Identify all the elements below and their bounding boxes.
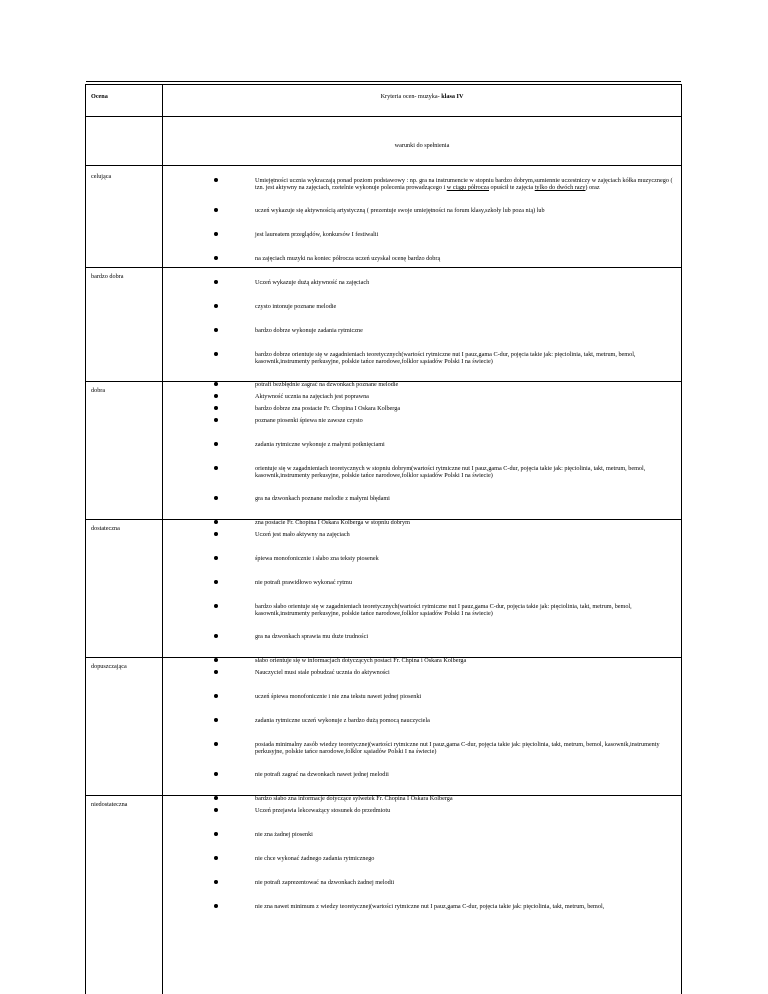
list-item: Nauczyciel musi stale pobudzać ucznia do aktywności xyxy=(163,669,673,693)
grade-label-niedostateczna: niedostateczna xyxy=(91,801,128,808)
bullet-icon xyxy=(214,532,218,536)
list-item: nie potrafi zaprezentować na dzwonkach żadnej melodii xyxy=(163,879,673,903)
list-item: Umiejętności ucznia wykraczają ponad poziom podstawowy : np. gra na instrumencie w stopniu bardzo dobrym,sumiennie uczestniczy w zajęciach kółka muzycznego ( tzn. jest aktywny na zajęciach, rzetelnie wykonuje polecenia prowadzącego i w ciągu półrocza opuścił te zajęcia tylko do dwóch razy) oraz xyxy=(163,177,673,207)
bullet-icon xyxy=(214,280,218,284)
list-item xyxy=(163,253,673,276)
list-item: zna postacie Fr. Chopina I Oskara Kolberga w stopniu dobrym xyxy=(163,519,673,543)
list-item: zadania rytmiczne wykonuje z małymi potknięciami xyxy=(163,441,673,465)
bullet-icon xyxy=(214,658,218,662)
row-divider xyxy=(86,795,681,796)
bullet-icon xyxy=(214,904,218,908)
list-item: Uczeń wykazuje dużą aktywność na zajęciach xyxy=(163,279,673,303)
bullet-icon xyxy=(214,556,218,560)
bullet-icon xyxy=(214,718,218,722)
row-divider xyxy=(86,657,681,658)
criteria-list-dostateczna xyxy=(163,531,673,681)
bullet-icon xyxy=(214,694,218,698)
bullet-icon xyxy=(214,808,218,812)
list-item: potrafi bezbłędnie zagrać na dzwonkach poznane melodie xyxy=(163,381,673,405)
bullet-icon xyxy=(214,742,218,746)
list-item: posiada minimalny zasób wiedzy teoretycznej(wartości rytmiczne nut I pauz,gama C-dur, pojęcia takie jak: pięciolinia, takt, metrum, bemol, kasownik,instrumenty perkusyjne, polskie tańce narodowe,folklor sąsiadów Polski I na świecie) xyxy=(163,741,673,771)
grade-label-dopuszczajaca: dopuszczająca xyxy=(91,663,127,670)
bullet-icon xyxy=(214,604,218,608)
bullet-icon xyxy=(214,670,218,674)
list-item: Uczeń przejawia lekceważący stosunek do przedmiotu xyxy=(163,807,673,831)
list-item: na zajęciach muzyki na koniec półrocza uczeń uzyskał ocenę bardzo dobrą xyxy=(163,255,673,279)
title-class: klasa IV xyxy=(441,93,464,100)
list-item: orientuje się w zagadnieniach teoretycznych w stopniu dobrym(wartości rytmiczne nut I pauz,gama C-dur, pojęcia takie jak: pięciolinia, takt, metrum, bemol, kasownik,instrumenty perkusyjne, polskie tańce narodowe,folklor sąsiadów Polski I na świecie) xyxy=(163,465,673,495)
column-header-grade: Ocena xyxy=(91,93,108,100)
grade-label-bardzo-dobra: bardzo dobra xyxy=(91,273,124,280)
list-item: śpiewa monofonicznie i słabo zna teksty piosenek xyxy=(163,555,673,579)
bullet-icon xyxy=(214,352,218,356)
grade-label-dobra: dobra xyxy=(91,387,106,394)
list-item: bardzo słabo orientuje się w zagadnieniach teoretycznych(wartości rytmiczne nut I pauz,gama C-dur, pojęcia takie jak: pięciolinia, takt, metrum, bemol, kasownik,instrumenty perkusyjne, polskie tańce narodowe,folklor sąsiadów Polski I na świecie) xyxy=(163,603,673,633)
bullet-icon xyxy=(214,856,218,860)
row-divider xyxy=(86,116,681,117)
bullet-icon xyxy=(214,772,218,776)
criteria-list-dobra xyxy=(163,393,673,543)
list-item: nie potrafi zagrać na dzwonkach nawet jednej melodii xyxy=(163,771,673,795)
grade-label-dostateczna: dostateczna xyxy=(91,525,120,532)
column-header-conditions: warunki do spełnienia xyxy=(394,142,450,149)
criteria-list-dopuszczajaca xyxy=(163,669,673,819)
grade-label-celujaca: celująca xyxy=(91,173,112,180)
list-item: Uczeń jest mało aktywny na zajęciach xyxy=(163,531,673,555)
row-divider xyxy=(86,165,681,166)
list-item: Aktywność ucznia na zajęciach jest poprawna xyxy=(163,393,673,417)
list-item: poznane piosenki śpiewa nie zawsze czysto xyxy=(163,417,673,441)
list-item: zadania rytmiczne uczeń wykonuje z bardzo dużą pomocą nauczyciela xyxy=(163,717,673,741)
bullet-icon xyxy=(214,418,218,422)
list-item: gra na dzwonkach poznane melodie z małymi błędami xyxy=(163,495,673,519)
bullet-icon xyxy=(214,880,218,884)
bullet-icon xyxy=(214,382,218,386)
bullet-icon xyxy=(214,496,218,500)
bullet-icon xyxy=(214,328,218,332)
bullet-icon xyxy=(214,394,218,398)
list-item: bardzo dobrze zna postacie Fr. Chopina I Oskara Kolberga xyxy=(163,405,673,429)
bullet-icon xyxy=(214,208,218,212)
list-item: nie chce wykonać żadnego zadania rytmicznego xyxy=(163,855,673,879)
list-item: bardzo dobrze wykonuje zadania rytmiczne xyxy=(163,327,673,351)
criteria-list-niedostateczna xyxy=(163,807,673,927)
bullet-icon xyxy=(214,304,218,308)
list-item: nie zna nawet minimum z wiedzy teoretycznej(wartości rytmiczne nut I pauz,gama C-dur, pojęcia takie jak: pięciolinia, takt, metrum, bemol, xyxy=(163,903,673,927)
bullet-icon xyxy=(214,466,218,470)
list-item: słabo orientuje się w informacjach dotyczących postaci Fr. Chpina i Oskara Kolberga xyxy=(163,657,673,681)
bullet-icon xyxy=(214,232,218,236)
list-item: czysto intonuje poznane melodie xyxy=(163,303,673,327)
list-item: jest laureatem przeglądów, konkursów I festiwalii xyxy=(163,231,673,255)
list-item: nie zna żadnej piosenki xyxy=(163,831,673,855)
criteria-table xyxy=(85,84,682,994)
bullet-icon xyxy=(214,442,218,446)
row-divider xyxy=(86,381,681,382)
bullet-icon xyxy=(214,832,218,836)
bullet-icon xyxy=(214,520,218,524)
list-item: bardzo słabo zna informacje dotyczące sylwetek Fr. Chopina I Oskara Kolberga xyxy=(163,795,673,819)
title-prefix: Kryteria ocen- muzyka- xyxy=(380,93,440,100)
list-item: uczeń wykazuje się aktywnością artystyczną ( prezentuje swoje umiejętności na forum klasy,szkoły lub poza nią) lub xyxy=(163,207,673,231)
bullet-icon xyxy=(214,796,218,800)
criteria-list-bardzo-dobra xyxy=(163,253,673,276)
list-item: gra na dzwonkach sprawia mu duże trudności xyxy=(163,633,673,657)
bullet-icon xyxy=(214,580,218,584)
list-item: uczeń śpiewa monofonicznie i nie zna tekstu nawet jednej piosenki xyxy=(163,693,673,717)
document-title xyxy=(163,93,681,100)
row-divider xyxy=(86,519,681,520)
list-item: bardzo dobrze orientuje się w zagadnieniach teoretycznych(wartości rytmiczne nut I pauz,gama C-dur, pojęcia takie jak: pięciolinia, takt, metrum, bemol, kasownik,instrumenty perkusyjne, polskie tańce narodowe,folklor sąsiadów Polski I na świecie) xyxy=(163,351,673,381)
bullet-icon xyxy=(214,178,218,182)
bullet-icon xyxy=(214,634,218,638)
list-item: nie potrafi prawidłowo wykonać rytmu xyxy=(163,579,673,603)
